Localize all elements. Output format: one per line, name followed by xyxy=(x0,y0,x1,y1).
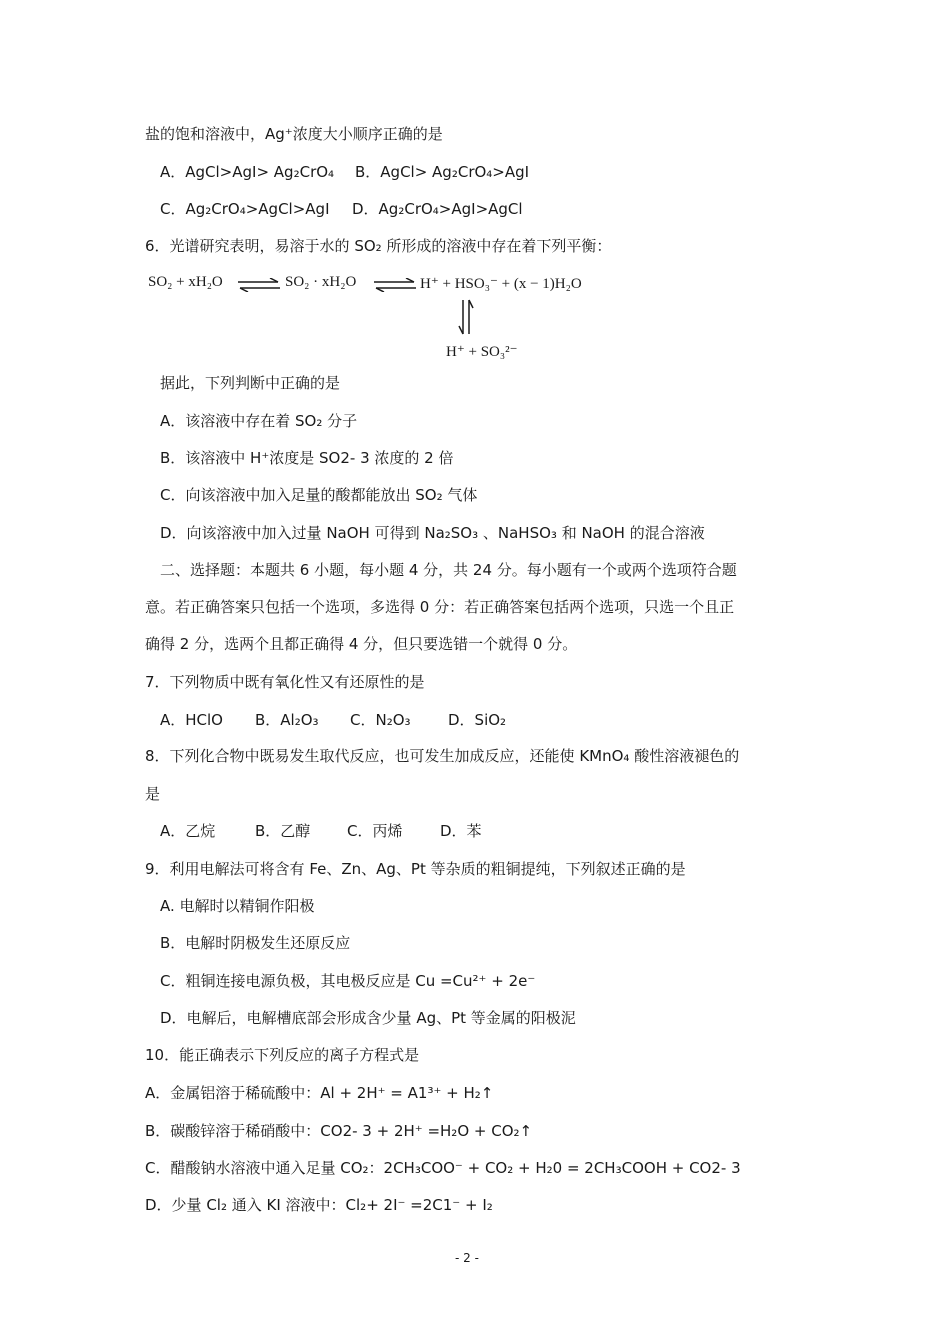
q8-option-c: C．丙烯 xyxy=(347,822,403,840)
equation-bottom: H⁺ + SO₃²⁻ xyxy=(446,344,518,360)
q7-option-c: C．N₂O₃ xyxy=(350,711,411,729)
q10-option-c: C．醋酸钠水溶液中通入足量 CO₂：2CH₃COO⁻ + CO₂ + H₂0 = 2CH₃COOH + CO2- 3 xyxy=(145,1159,741,1177)
q9-stem: 9．利用电解法可将含有 Fe、Zn、Ag、Pt 等杂质的粗铜提纯，下列叙述正确的是 xyxy=(145,860,686,878)
q6-option-c: C．向该溶液中加入足量的酸都能放出 SO₂ 气体 xyxy=(160,486,478,504)
q9-option-d: D．电解后，电解槽底部会形成含少量 Ag、Pt 等金属的阳极泥 xyxy=(160,1009,576,1027)
q5-option-c: C．Ag₂CrO₄>AgCl>AgI xyxy=(160,200,330,218)
q5-option-b: B．AgCl> Ag₂CrO₄>AgI xyxy=(355,163,530,181)
q6-option-a: A．该溶液中存在着 SO₂ 分子 xyxy=(160,412,358,430)
q6-option-b: B．该溶液中 H⁺浓度是 SO2- 3 浓度的 2 倍 xyxy=(160,449,454,467)
q5-stem: 盐的饱和溶液中，Ag⁺浓度大小顺序正确的是 xyxy=(145,125,443,143)
q9-option-c: C．粗铜连接电源负极，其电极反应是 Cu =Cu²⁺ + 2e⁻ xyxy=(160,972,536,990)
q8-option-b: B．乙醇 xyxy=(255,822,311,840)
q8-stem-line2: 是 xyxy=(145,785,161,803)
page-number: - 2 - xyxy=(455,1251,479,1265)
q10-option-a: A．金属铝溶于稀硫酸中：Al + 2H⁺ = A1³⁺ + H₂↑ xyxy=(145,1084,494,1102)
q7-option-a: A．HClO xyxy=(160,711,223,729)
equation-middle: SO₂ · xH₂O xyxy=(285,274,357,290)
q10-stem: 10．能正确表示下列反应的离子方程式是 xyxy=(145,1046,420,1064)
q8-stem-line1: 8．下列化合物中既易发生取代反应，也可发生加成反应，还能使 KMnO₄ 酸性溶液褪色的 xyxy=(145,747,740,765)
equation-right: H⁺ + HSO₃⁻ + (x − 1)H₂O xyxy=(420,276,582,292)
q5-option-d: D．Ag₂CrO₄>AgI>AgCl xyxy=(352,200,523,218)
q7-option-d: D．SiO₂ xyxy=(448,711,507,729)
equilibrium-arrow-icon xyxy=(372,278,418,292)
equation-left: SO₂ + xH₂O xyxy=(148,274,223,290)
section2-line3: 确得 2 分，选两个且都正确得 4 分，但只要选错一个就得 0 分。 xyxy=(145,635,578,653)
q6-stem: 6．光谱研究表明，易溶于水的 SO₂ 所形成的溶液中存在着下列平衡： xyxy=(145,237,612,255)
vertical-equilibrium-arrow-icon xyxy=(458,298,474,336)
section2-line1: 二、选择题：本题共 6 小题，每小题 4 分，共 24 分。每小题有一个或两个选项符合题 xyxy=(160,561,737,579)
q7-stem: 7．下列物质中既有氧化性又有还原性的是 xyxy=(145,673,425,691)
q9-option-a: A. 电解时以精铜作阳极 xyxy=(160,897,315,915)
section2-line2: 意。若正确答案只包括一个选项，多选得 0 分：若正确答案包括两个选项，只选一个且正 xyxy=(145,598,735,616)
q6-lead: 据此，下列判断中正确的是 xyxy=(160,374,341,392)
q8-option-a: A．乙烷 xyxy=(160,822,216,840)
q9-option-b: B．电解时阴极发生还原反应 xyxy=(160,934,351,952)
q5-option-a: A．AgCl>AgI> Ag₂CrO₄ xyxy=(160,163,335,181)
q10-option-b: B．碳酸锌溶于稀硝酸中：CO2- 3 + 2H⁺ =H₂O + CO₂↑ xyxy=(145,1122,533,1140)
q8-option-d: D．苯 xyxy=(440,822,482,840)
q10-option-d: D．少量 Cl₂ 通入 KI 溶液中：Cl₂+ 2I⁻ =2C1⁻ + I₂ xyxy=(145,1196,493,1214)
q6-option-d: D．向该溶液中加入过量 NaOH 可得到 Na₂SO₃ 、NaHSO₃ 和 NaOH 的混合溶液 xyxy=(160,524,705,542)
equilibrium-arrow-icon xyxy=(236,278,282,292)
q7-option-b: B．Al₂O₃ xyxy=(255,711,319,729)
